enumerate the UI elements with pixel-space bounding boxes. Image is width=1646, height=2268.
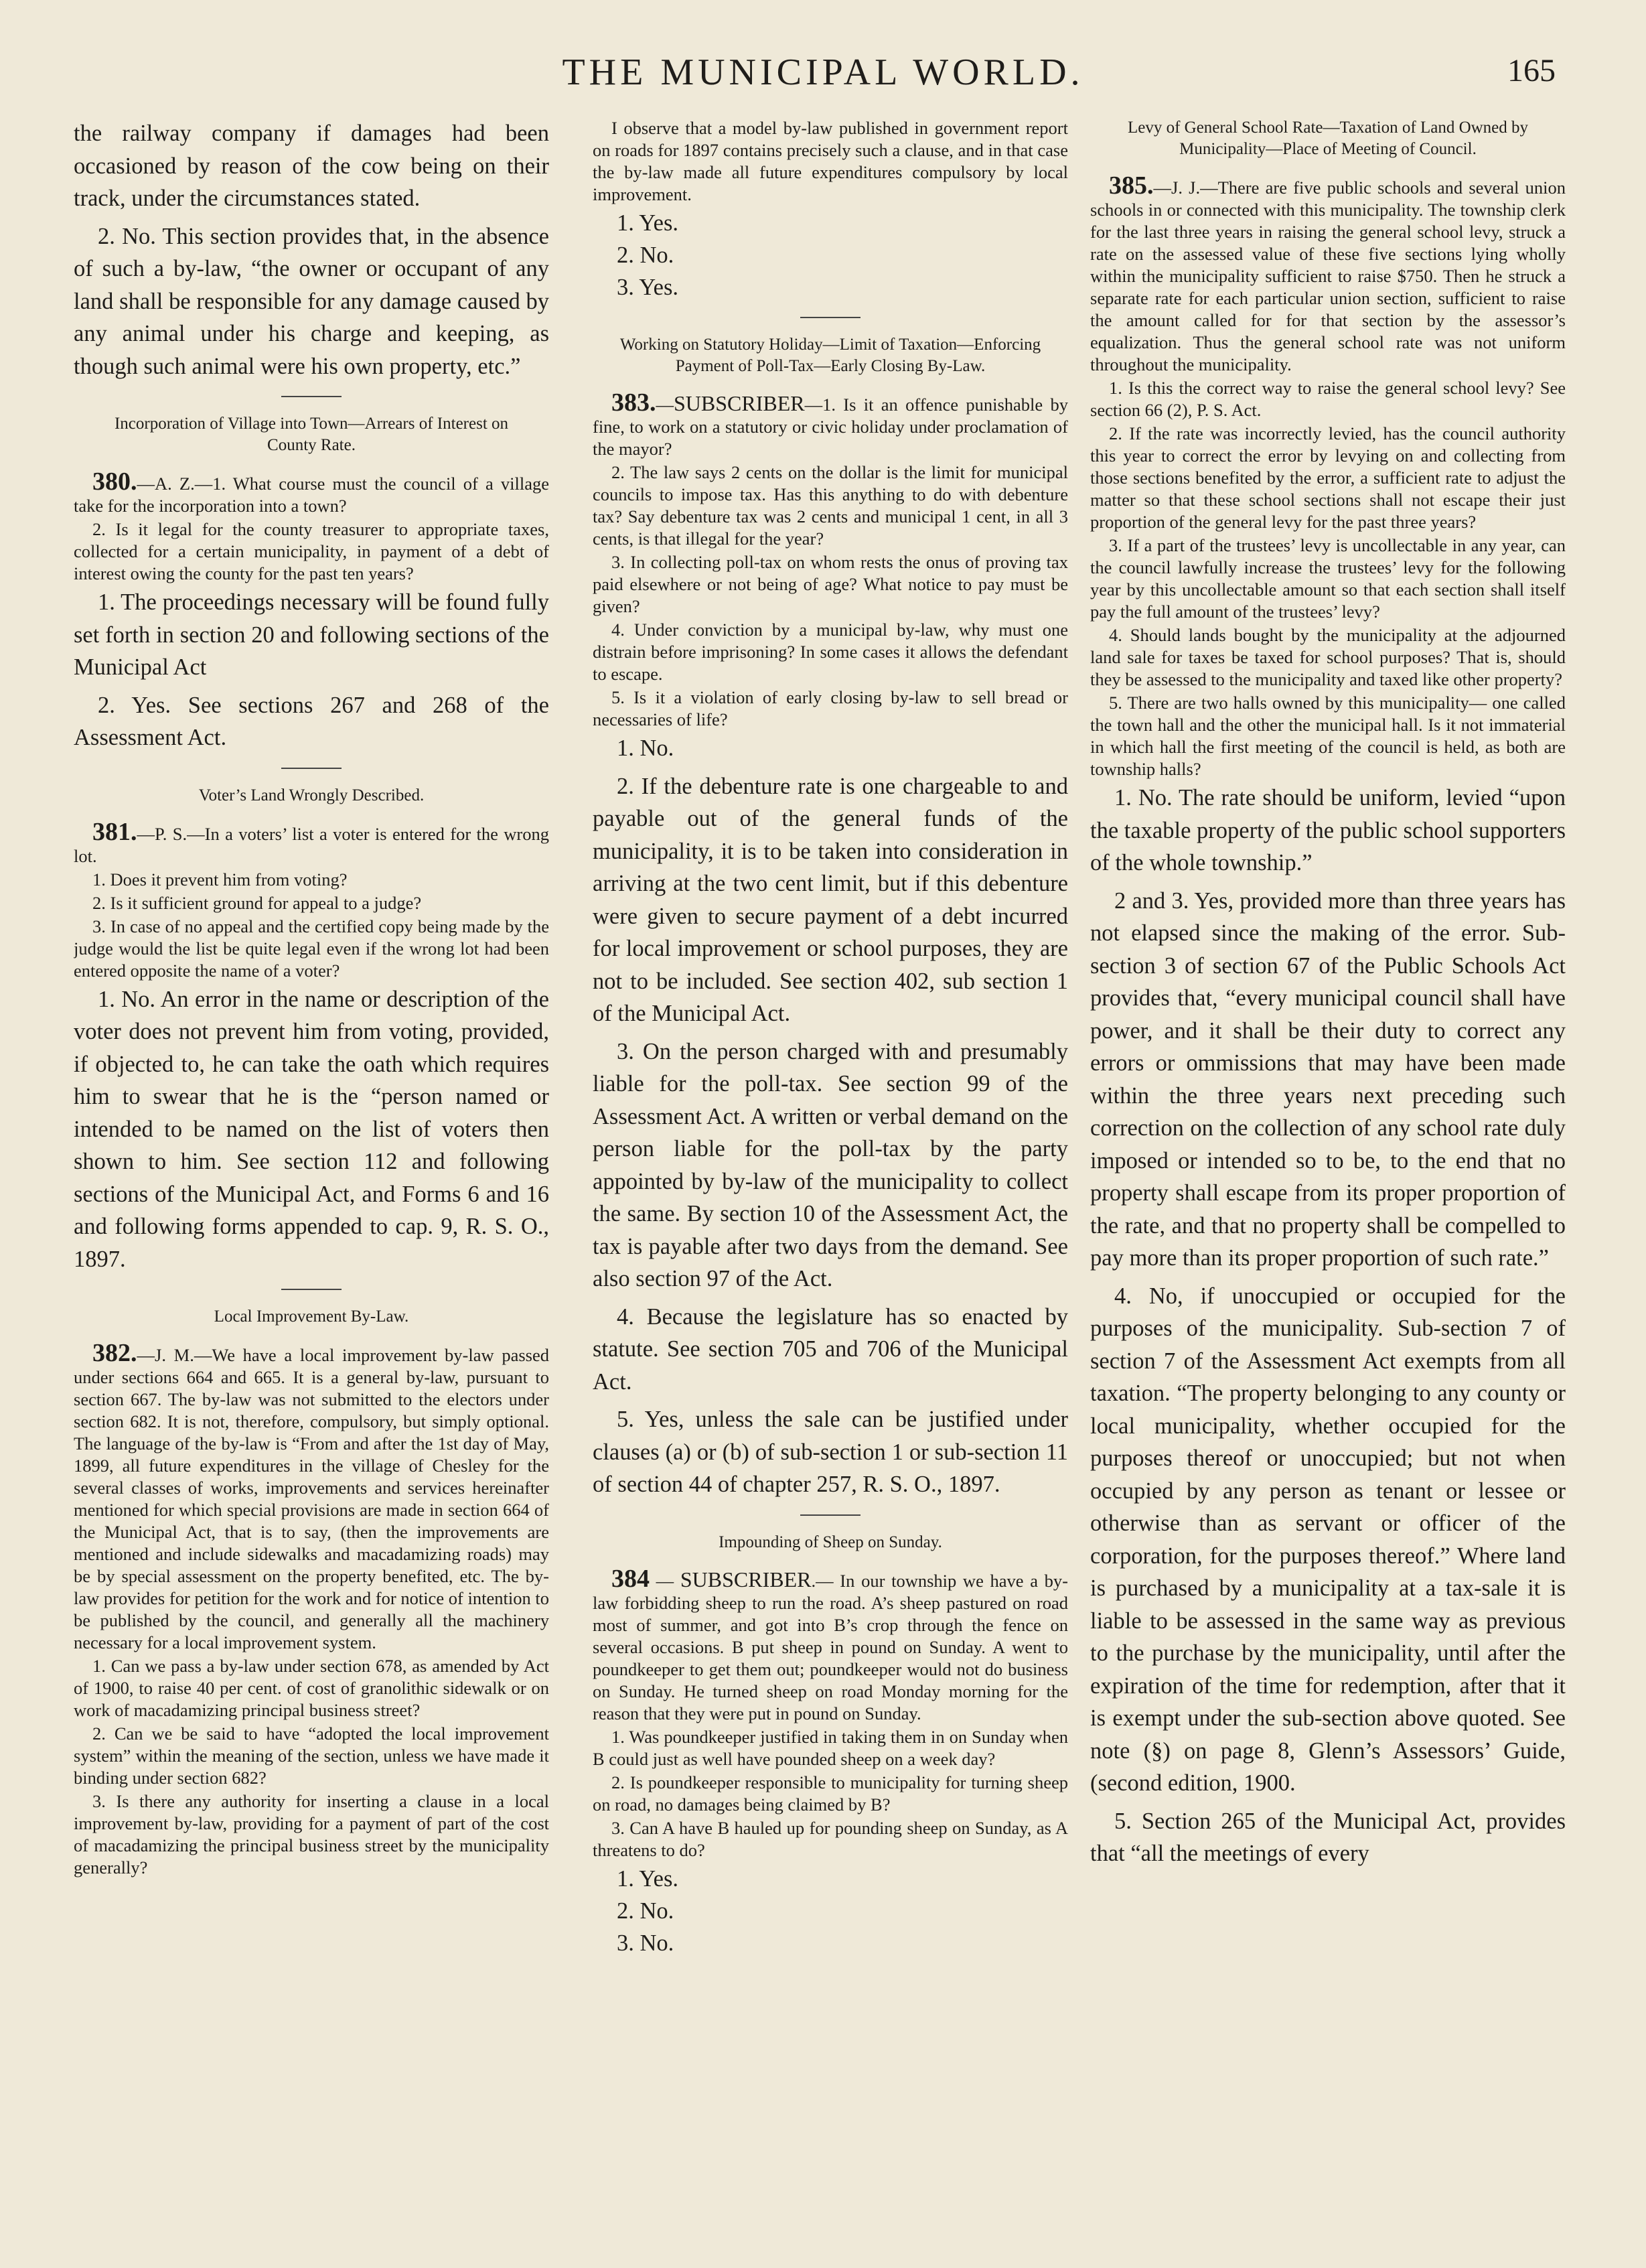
divider (800, 1514, 861, 1516)
question-text: 5. There are two halls owned by this municipality— one called the town hall and the other the municipal hall. Is it not immaterial in which hall the first meeting of the council is held, as both are township halls? (1090, 693, 1566, 779)
answer-text: 4. No, if unoccupied or occupied for the purposes of the municipality. Sub-section 7 of section 7 of the Assessment Act exempts from all taxation. “The property belonging to any county or local municipality, whether occupied for the purposes thereof or unoccupied; but not when occupied by any person as tenant or lessee or otherwise than as servant or officer of the corporation, for the purposes thereof.” Where land is purchased by a municipality at a tax-sale it is liable to be assessed in the same way as previous to the purchase by the municipality, until after the expiration of the time for redemption, after that it is exempt under the sub-section above quoted. See note (§) on page 8, Glenn’s Assessors’ Guide, (second edition, 1900. (1090, 1283, 1566, 1796)
question-text: 2. Can we be said to have “adopted the local improvement system” within the meaning of the section, unless we have made it binding under section 682? (74, 1723, 549, 1788)
divider (800, 317, 861, 318)
answer-item: 3. No. (617, 1930, 674, 1956)
question-number: 384 (611, 1564, 650, 1593)
answer-item: 2. No. (617, 1898, 674, 1924)
question-intro: —J. M.—We have a local improvement by-law passed under sections 664 and 665. It is a general by-law, pursuant to section 667. The by-law was not submitted to the electors under section 682. It is not, therefore, compulsory, but simply optional. The language of the by-law is “From and after the 1st day of May, 1899, all future expenditures in the village of Chesley for the several classes of works, improvements and services hereinafter mentioned for which special provisions are made in section 664 of the Municipal Act, that is to say, (then the improvements are mentioned and include sidewalks and macadamizing roads) may be by special assessment on the property benefited, etc. The by-law provides for petition for the work and for notice of intention to be published by the council, and generally all the machinery necessary for a local improvement system. (74, 1345, 549, 1652)
answer-text: 2 and 3. Yes, provided more than three years has not elapsed since the making of the error. Sub-section 3 of section 67 of the Public Schools Act provides that, “every municipal council shall have power, and it shall be their duty to correct any errors or ommissions that may have been made within the three years next preceding such correction on the collection of any school rate duly imposed or intended so to be, to the end that no property shall escape from its proper proportion of the rate, and that no property shall be compelled to pay more than its proper proportion of such rate.” (1090, 888, 1566, 1271)
section-heading: Working on Statutory Holiday—Limit of Taxation—Enforcing Payment of Poll-Tax—Early Closing By-Law. (619, 336, 1041, 375)
signature: SUBSCRIBER (680, 1567, 812, 1591)
question-text: 383.—SUBSCRIBER—1. Is it an offence punishable by fine, to work on a statutory or civic holiday under proclamation of the mayor? (593, 388, 1068, 459)
column-2 (593, 117, 1068, 2228)
masthead-title: THE MUNICIPAL WORLD. (562, 52, 1084, 93)
question-number: 381. (92, 817, 137, 846)
answer-text: 2. Yes. See sections 267 and 268 of the Assessment Act. (74, 692, 549, 750)
question-text: 1. Is this the correct way to raise the general school levy? See section 66 (2), P. S. Act. (1090, 378, 1566, 420)
answer-item: 2. No. (617, 242, 674, 268)
section-heading: Incorporation of Village into Town—Arrears of Interest on County Rate. (114, 415, 509, 454)
divider (281, 396, 342, 397)
question-text: 4. Under conviction by a municipal by-law, why must one distrain before imprisoning? In some cases it allows the defendant to escape. (593, 620, 1068, 684)
question-intro: —A. Z.—1. What course must the council of a village take for the incorporation into a town? (74, 474, 549, 516)
question-intro: —J. J.—There are five public schools and several union schools in or connected with this municipality. The township clerk for the last three years in raising the general school levy, struck a rate on the assessed value of these five sections lying wholly within the municipality sufficient to raise $750. Then he struck a separate rate for each particular union section, sufficient to raise the amount called for for that section by the assessor’s equalization. Thus the general school rate was not uniform throughout the municipality. (1090, 178, 1566, 374)
question-text: 2. The law says 2 cents on the dollar is the limit for municipal councils to impose tax. Has this anything to do with debenture tax? Say debenture tax was 2 cents and municipal 1 cent, in all 3 cents, is that illegal for the year? (593, 462, 1068, 549)
section-heading: Impounding of Sheep on Sunday. (719, 1533, 942, 1551)
question-text: 2. If the rate was incorrectly levied, has the council authority this year to correct the error by levying on and collecting from those sections benefited by the error, a sufficient rate to adjust the matter so that these school sections shall not escape their just proportion of the general levy for the past three years? (1090, 423, 1566, 532)
question-text: 3. In case of no appeal and the certified copy being made by the judge would the list be quite legal even if the wrong lot had been entered opposite the name of a voter? (74, 916, 549, 981)
paragraph: 2. No. This section provides that, in the absence of such a by-law, “the owner or occupant of any land shall be responsible for any damage caused by any animal under his charge and keeping, as though such animal were his own property, etc.” (74, 223, 549, 379)
answer-text: 1. The proceedings necessary will be found fully set forth in section 20 and following sections of the Municipal Act (74, 589, 549, 680)
question-text: 3. If a part of the trustees’ levy is uncollectable in any year, can the council lawfully increase the trustees’ levy for the following year by this uncollectable amount so that each section shall itself pay the full amount of the trustees’ levy? (1090, 535, 1566, 622)
question-text: 2. Is it sufficient ground for appeal to a judge? (92, 892, 422, 913)
section-heading: Local Improvement By-Law. (214, 1307, 409, 1326)
divider (281, 768, 342, 769)
question-text: 4. Should lands bought by the municipality at the adjourned land sale for taxes be taxed for school purposes? That is, should they be assessed to the municipality and taxed like other property? (1090, 625, 1566, 689)
question-text (74, 817, 549, 867)
divider (281, 1289, 342, 1290)
question-text: 2. Is poundkeeper responsible to municipality for turning sheep on road, no damages being claimed by B? (593, 1772, 1068, 1815)
question-intro: —P. S.—In a voters’ list a voter is entered for the wrong lot. (74, 823, 549, 866)
question-intro: .— In our township we have a by-law forbidding sheep to run the road. A’s sheep pastured on road most of summer, and got into B’s crop through the fence on several occasions. B put sheep in pound on Sunday. A went to poundkeeper to get them out; poundkeeper would not do business on Sunday. He turned sheep on road Monday morning for the reason that they were put in pound on Sunday. (593, 1570, 1068, 1723)
question-number: 383. (611, 388, 656, 417)
question-text (74, 1339, 549, 1654)
answer-text: 1. No. The rate should be uniform, levied “upon the taxable property of the public school supporters of the whole township.” (1090, 785, 1566, 875)
answer-text: 3. On the person charged with and presumably liable for the poll-tax. See section 99 of the Assessment Act. A written or verbal demand on the person liable for the poll-tax by the party appointed by by-law of the municipality to collect the same. By section 10 of the Assessment Act, the tax is payable after two days from the demand. See also section 97 of the Act. (593, 1038, 1068, 1291)
question-text: 1. Does it prevent him from voting? (92, 869, 348, 890)
section-heading: Levy of General School Rate—Taxation of Land Owned by Municipality—Place of Meeting of Council. (1127, 119, 1529, 158)
answer-text: 1. No. (617, 735, 674, 761)
answer-text: 2. If the debenture rate is one chargeable to and payable out of the general funds of the municipality, it is to be taken into consideration in arriving at the two cent limit, but if this debenture were given to secure payment of a debt incurred for local improvement or school purposes, they are not to be included. See section 402, sub section 1 of the Municipal Act. (593, 773, 1068, 1026)
answer-text: 5. Yes, unless the sale can be justified under clauses (a) or (b) of sub-section 1 or sub-section 11 of section 44 of chapter 257, R. S. O., 1897. (593, 1407, 1068, 1497)
answer-item: 1. Yes. (617, 1865, 679, 1892)
question-number: 385. (1109, 171, 1154, 200)
column-3 (1090, 117, 1566, 2228)
question-text: 1. Was poundkeeper justified in taking them in on Sunday when B could just as well have pounded sheep on a week day? (593, 1726, 1068, 1769)
page-number: 165 (1507, 53, 1556, 88)
question-text: I observe that a model by-law published in government report on roads for 1897 contains precisely such a clause, and in that case the by-law made all future expenditures compulsory by local improvement. (593, 118, 1068, 204)
section-heading: Voter’s Land Wrongly Described. (198, 786, 425, 804)
question-text: 384 — SUBSCRIBER.— In our township we have a by-law forbidding sheep to run the road. A’s sheep pastured on road most of summer, and got into B’s crop through the fence on several occasions. B put sheep in pound on Sunday. A went to poundkeeper to get them out; poundkeeper would not do business on Sunday. He turned sheep on road Monday morning for the reason that they were put in pound on Sunday. (593, 1564, 1068, 1723)
question-text (74, 468, 549, 517)
question-text: 1. Can we pass a by-law under section 678, as amended by Act of 1900, to raise 40 per cent. of cost of granolithic sidewalk or on work of macadamizing principal business street? (74, 1656, 549, 1720)
page-header (0, 47, 1646, 94)
signature: SUBSCRIBER (674, 391, 805, 415)
question-text: 5. Is it a violation of early closing by-law to sell bread or necessaries of life? (593, 687, 1068, 729)
answer-text: 1. No. An error in the name or description of the voter does not prevent him from voting, provided, if objected to, he can take the oath which requires him to swear that he is the “person named or intended to be named on the list of voters then shown to him. See section 112 and following sections of the Municipal Act, and Forms 6 and 16 and following forms appended to cap. 9, R. S. O., 1897. (74, 986, 549, 1272)
paragraph: the railway company if damages had been occasioned by reason of the cow being on their track, under the circumstances stated. (74, 121, 549, 211)
question-text: 2. Is it legal for the county treasurer to appropriate taxes, collected for a certain municipality, in payment of a debt of interest owing the county for the past ten years? (74, 519, 549, 583)
answer-text: 4. Because the legislature has so enacted by statute. See section 705 and 706 of the Municipal Act. (593, 1303, 1068, 1395)
question-text: 3. Is there any authority for inserting a clause in a local improvement by-law, providing for a payment of part of the cost of macadamizing the principal business street by the municipality generally? (74, 1791, 549, 1877)
answer-item: 1. Yes. (617, 210, 679, 236)
question-number: 380. (92, 468, 137, 496)
answer-item: 3. Yes. (617, 275, 679, 300)
question-text: 3. In collecting poll-tax on whom rests the onus of proving tax paid elsewhere or not being of age? What notice to pay must be given? (593, 552, 1068, 616)
question-intro: —1. Is it an offence punishable by fine, to work on a statutory or civic holiday under proclamation of the mayor? (593, 395, 1068, 459)
question-text (1090, 171, 1566, 376)
question-text: 3. Can A have B hauled up for pounding sheep on Sunday, as A threatens to do? (593, 1817, 1068, 1860)
column-1 (74, 117, 549, 2228)
answer-text: 5. Section 265 of the Municipal Act, provides that “all the meetings of every (1090, 1808, 1566, 1866)
question-number: 382. (92, 1339, 137, 1367)
